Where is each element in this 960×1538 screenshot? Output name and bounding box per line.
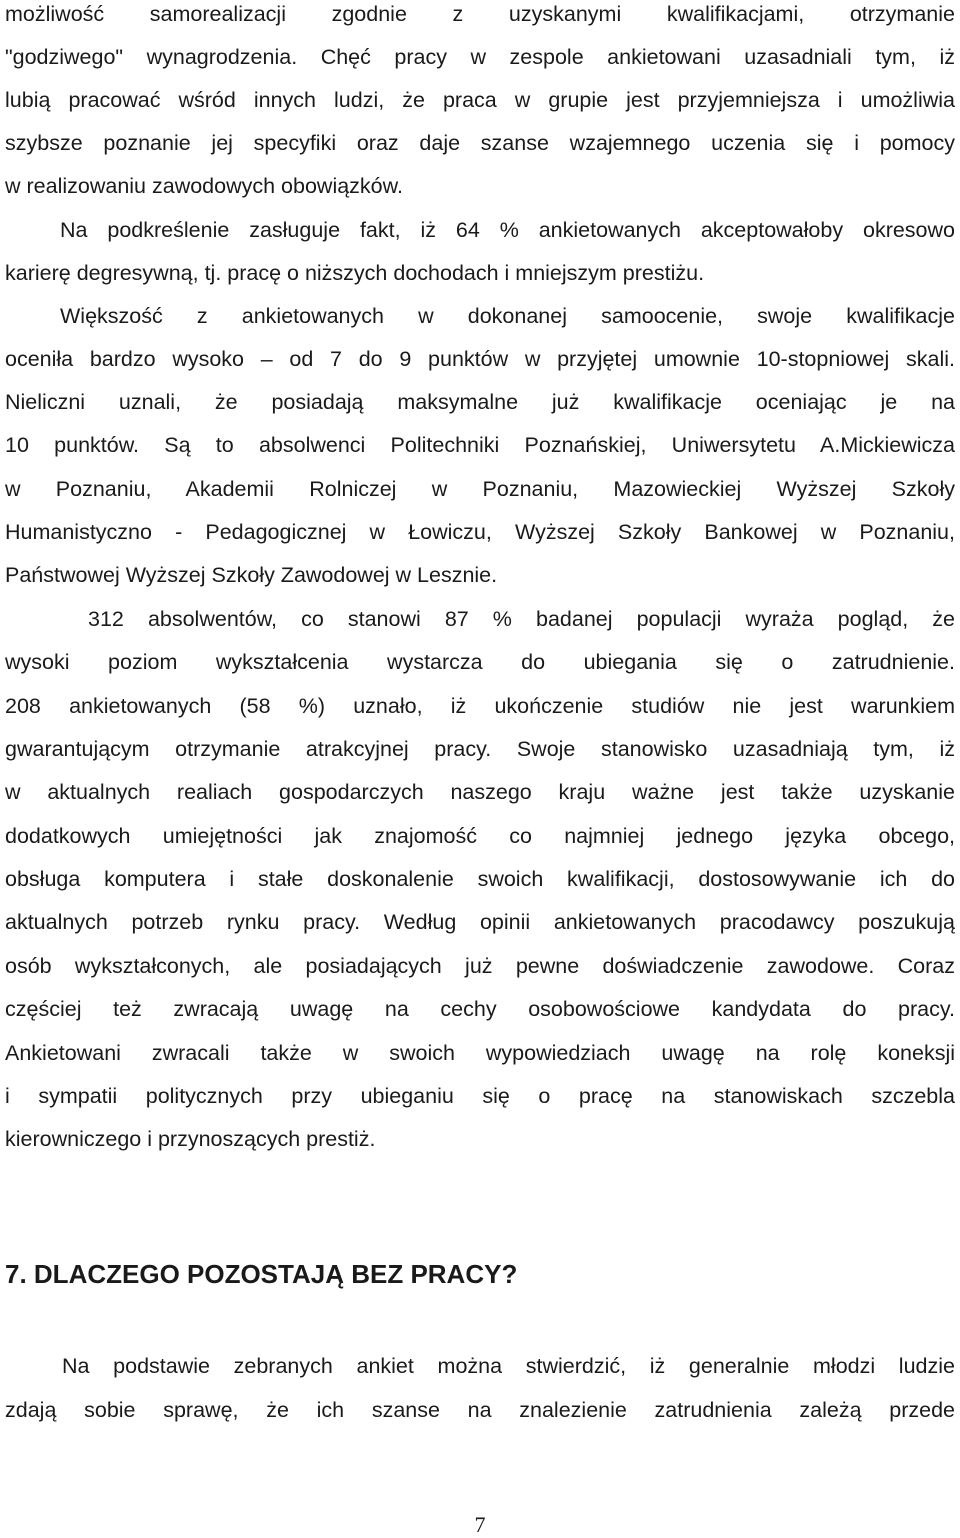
text-line: Humanistyczno - Pedagogicznej w Łowiczu, Wyższej Szkoły Bankowej w Poznaniu, bbox=[5, 520, 955, 544]
text-line: zdają sobie sprawę, że ich szanse na znalezienie zatrudnienia zależą przede bbox=[5, 1398, 955, 1422]
text-line: 10 punktów. Są to absolwenci Politechniki Poznańskiej, Uniwersytetu A.Mickiewicza bbox=[5, 433, 955, 457]
text-line: karierę degresywną, tj. pracę o niższych dochodach i mniejszym prestiżu. bbox=[5, 261, 705, 285]
text-line: aktualnych potrzeb rynku pracy. Według opinii ankietowanych pracodawcy poszukują bbox=[5, 910, 955, 934]
text-line: gwarantującym otrzymanie atrakcyjnej pracy. Swoje stanowisko uzasadniają tym, iż bbox=[5, 737, 955, 761]
text-line: "godziwego" wynagrodzenia. Chęć pracy w zespole ankietowani uzasadniali tym, iż bbox=[5, 45, 955, 69]
text-line: w realizowaniu zawodowych obowiązków. bbox=[5, 174, 403, 198]
text-line: wysoki poziom wykształcenia wystarcza do ubiegania się o zatrudnienie. bbox=[5, 650, 955, 674]
text-line: Nieliczni uznali, że posiadają maksymalne już kwalifikacje oceniając je na bbox=[5, 390, 955, 414]
text-line: Na podkreślenie zasługuje fakt, iż 64 % ankietowanych akceptowałoby okresowo bbox=[60, 218, 955, 242]
page-number: 7 bbox=[474, 1512, 486, 1537]
text-line: oceniła bardzo wysoko – od 7 do 9 punktów w przyjętej umownie 10-stopniowej skali. bbox=[5, 347, 955, 371]
text-line: obsługa komputera i stałe doskonalenie swoich kwalifikacji, dostosowywanie ich do bbox=[5, 867, 955, 891]
text-line: i sympatii politycznych przy ubieganiu się o pracę na stanowiskach szczebla bbox=[5, 1084, 955, 1108]
text-line: 208 ankietowanych (58 %) uznało, iż ukończenie studiów nie jest warunkiem bbox=[5, 694, 955, 718]
text-line: częściej też zwracają uwagę na cechy osobowościowe kandydata do pracy. bbox=[5, 997, 955, 1021]
text-line: Państwowej Wyższej Szkoły Zawodowej w Lesznie. bbox=[5, 563, 498, 587]
text-line: Większość z ankietowanych w dokonanej samoocenie, swoje kwalifikacje bbox=[60, 304, 955, 328]
text-line: możliwość samorealizacji zgodnie z uzyskanymi kwalifikacjami, otrzymanie bbox=[5, 2, 955, 26]
text-line: dodatkowych umiejętności jak znajomość co najmniej jednego języka obcego, bbox=[5, 824, 955, 848]
text-line: w Poznaniu, Akademii Rolniczej w Poznaniu, Mazowieckiej Wyższej Szkoły bbox=[5, 477, 955, 501]
text-line: osób wykształconych, ale posiadających już pewne doświadczenie zawodowe. Coraz bbox=[5, 954, 955, 978]
text-line: kierowniczego i przynoszących prestiż. bbox=[5, 1127, 376, 1151]
section-heading: 7. DLACZEGO POZOSTAJĄ BEZ PRACY? bbox=[5, 1259, 518, 1289]
text-line: w aktualnych realiach gospodarczych naszego kraju ważne jest także uzyskanie bbox=[5, 780, 955, 804]
text-line: Ankietowani zwracali także w swoich wypowiedziach uwagę na rolę koneksji bbox=[5, 1041, 955, 1065]
text-line: 312 absolwentów, co stanowi 87 % badanej populacji wyraża pogląd, że bbox=[88, 607, 955, 631]
text-line: lubią pracować wśród innych ludzi, że praca w grupie jest przyjemniejsza i umożliwia bbox=[5, 88, 955, 112]
text-line: Na podstawie zebranych ankiet można stwierdzić, iż generalnie młodzi ludzie bbox=[62, 1354, 955, 1378]
text-line: szybsze poznanie jej specyfiki oraz daje szanse wzajemnego uczenia się i pomocy bbox=[5, 131, 955, 155]
